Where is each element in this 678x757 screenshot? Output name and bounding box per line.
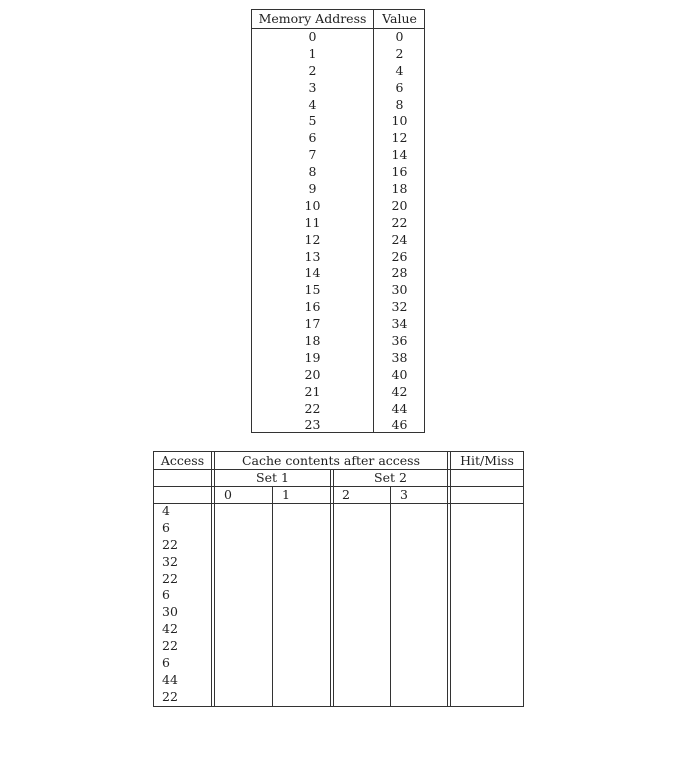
memory-value-cell: 28 — [391, 265, 408, 281]
memory-address-cell: 16 — [304, 299, 321, 315]
memory-row — [252, 113, 424, 130]
access-item: 22 — [162, 688, 178, 704]
memory-address-cell: 15 — [304, 282, 321, 298]
way1-header: 1 — [282, 487, 290, 502]
access-item: 44 — [162, 671, 178, 687]
access-divider-b — [214, 452, 215, 706]
memory-value-cell: 26 — [391, 248, 408, 264]
memory-rows — [252, 29, 424, 434]
access-divider-a — [211, 452, 212, 706]
memory-row — [252, 367, 424, 384]
access-item: 32 — [162, 553, 178, 569]
memory-value-header: Value — [382, 11, 417, 26]
memory-address-cell: 11 — [304, 214, 321, 230]
access-item: 6 — [162, 587, 170, 603]
memory-value-cell: 46 — [391, 417, 408, 433]
way2-header: 2 — [342, 487, 350, 502]
memory-row — [252, 299, 424, 316]
access-item: 42 — [162, 621, 178, 637]
memory-address-cell: 17 — [304, 316, 321, 332]
memory-address-cell: 8 — [308, 164, 317, 180]
way3-header: 3 — [400, 487, 408, 502]
set1-header: Set 1 — [256, 470, 289, 485]
memory-row — [252, 97, 424, 114]
memory-address-cell: 2 — [308, 62, 317, 78]
memory-table — [251, 9, 425, 433]
memory-value-cell: 14 — [391, 147, 408, 163]
memory-value-cell: 10 — [391, 113, 408, 129]
memory-row — [252, 215, 424, 232]
memory-value-cell: 4 — [395, 62, 404, 78]
memory-address-cell: 5 — [308, 113, 317, 129]
memory-row — [252, 181, 424, 198]
memory-address-cell: 3 — [308, 79, 317, 95]
memory-row — [252, 401, 424, 418]
memory-address-cell: 14 — [304, 265, 321, 281]
memory-row — [252, 198, 424, 215]
memory-address-cell: 7 — [308, 147, 317, 163]
header-line-3 — [154, 503, 523, 504]
way0-header: 0 — [224, 487, 232, 502]
memory-address-cell: 18 — [304, 333, 321, 349]
memory-row — [252, 164, 424, 181]
memory-address-cell: 23 — [304, 417, 321, 433]
header-line-2 — [154, 486, 523, 487]
memory-value-cell: 24 — [391, 231, 408, 247]
memory-row — [252, 333, 424, 350]
way-divider-3 — [390, 486, 391, 706]
memory-value-cell: 12 — [391, 130, 408, 146]
memory-value-cell: 8 — [395, 96, 404, 112]
memory-address-cell: 13 — [304, 248, 321, 264]
memory-address-cell: 19 — [304, 349, 321, 365]
memory-value-cell: 42 — [391, 383, 408, 399]
memory-value-cell: 18 — [391, 181, 408, 197]
memory-row — [252, 265, 424, 282]
memory-value-cell: 30 — [391, 282, 408, 298]
memory-address-cell: 6 — [308, 130, 317, 146]
memory-address-cell: 4 — [308, 96, 317, 112]
memory-address-cell: 12 — [304, 231, 321, 247]
memory-row — [252, 417, 424, 434]
memory-value-cell: 2 — [395, 45, 404, 61]
memory-row — [252, 29, 424, 46]
memory-value-cell: 22 — [391, 214, 408, 230]
access-item: 30 — [162, 604, 178, 620]
memory-value-cell: 16 — [391, 164, 408, 180]
access-item: 22 — [162, 536, 178, 552]
memory-row — [252, 316, 424, 333]
cache-contents-header: Cache contents after access — [241, 453, 421, 468]
hitmiss-divider-b — [450, 452, 451, 706]
memory-row — [252, 282, 424, 299]
access-item: 22 — [162, 638, 178, 654]
set-divider-b — [333, 469, 334, 706]
set-divider-a — [330, 469, 331, 706]
memory-value-cell: 44 — [391, 400, 408, 416]
memory-address-cell: 9 — [308, 181, 317, 197]
access-header: Access — [160, 453, 205, 468]
memory-value-cell: 38 — [391, 349, 408, 365]
memory-value-cell: 34 — [391, 316, 408, 332]
cache-table — [153, 451, 524, 707]
memory-row — [252, 46, 424, 63]
memory-value-cell: 36 — [391, 333, 408, 349]
memory-row — [252, 350, 424, 367]
access-item: 6 — [162, 655, 170, 671]
memory-row — [252, 384, 424, 401]
memory-row — [252, 147, 424, 164]
memory-row — [252, 249, 424, 266]
memory-address-cell: 21 — [304, 383, 321, 399]
access-item: 4 — [162, 503, 170, 518]
set2-header: Set 2 — [374, 470, 407, 485]
access-item: 22 — [162, 570, 178, 586]
memory-value-cell: 32 — [391, 299, 408, 315]
memory-address-cell: 22 — [304, 400, 321, 416]
memory-address-cell: 1 — [308, 45, 317, 61]
memory-address-header: Memory Address — [258, 11, 367, 26]
memory-value-cell: 0 — [395, 29, 404, 44]
memory-row — [252, 63, 424, 80]
hit-miss-header: Hit/Miss — [460, 453, 514, 468]
memory-address-cell: 10 — [304, 197, 321, 213]
hitmiss-divider-a — [447, 452, 448, 706]
memory-value-cell: 40 — [391, 366, 408, 382]
access-list — [162, 503, 178, 706]
memory-row — [252, 232, 424, 249]
memory-address-cell: 0 — [308, 29, 317, 44]
memory-row — [252, 80, 424, 97]
memory-address-cell: 20 — [304, 366, 321, 382]
memory-value-cell: 20 — [391, 197, 408, 213]
way-divider-1 — [272, 486, 273, 706]
memory-row — [252, 130, 424, 147]
memory-value-cell: 6 — [395, 79, 404, 95]
access-item: 6 — [162, 519, 170, 535]
